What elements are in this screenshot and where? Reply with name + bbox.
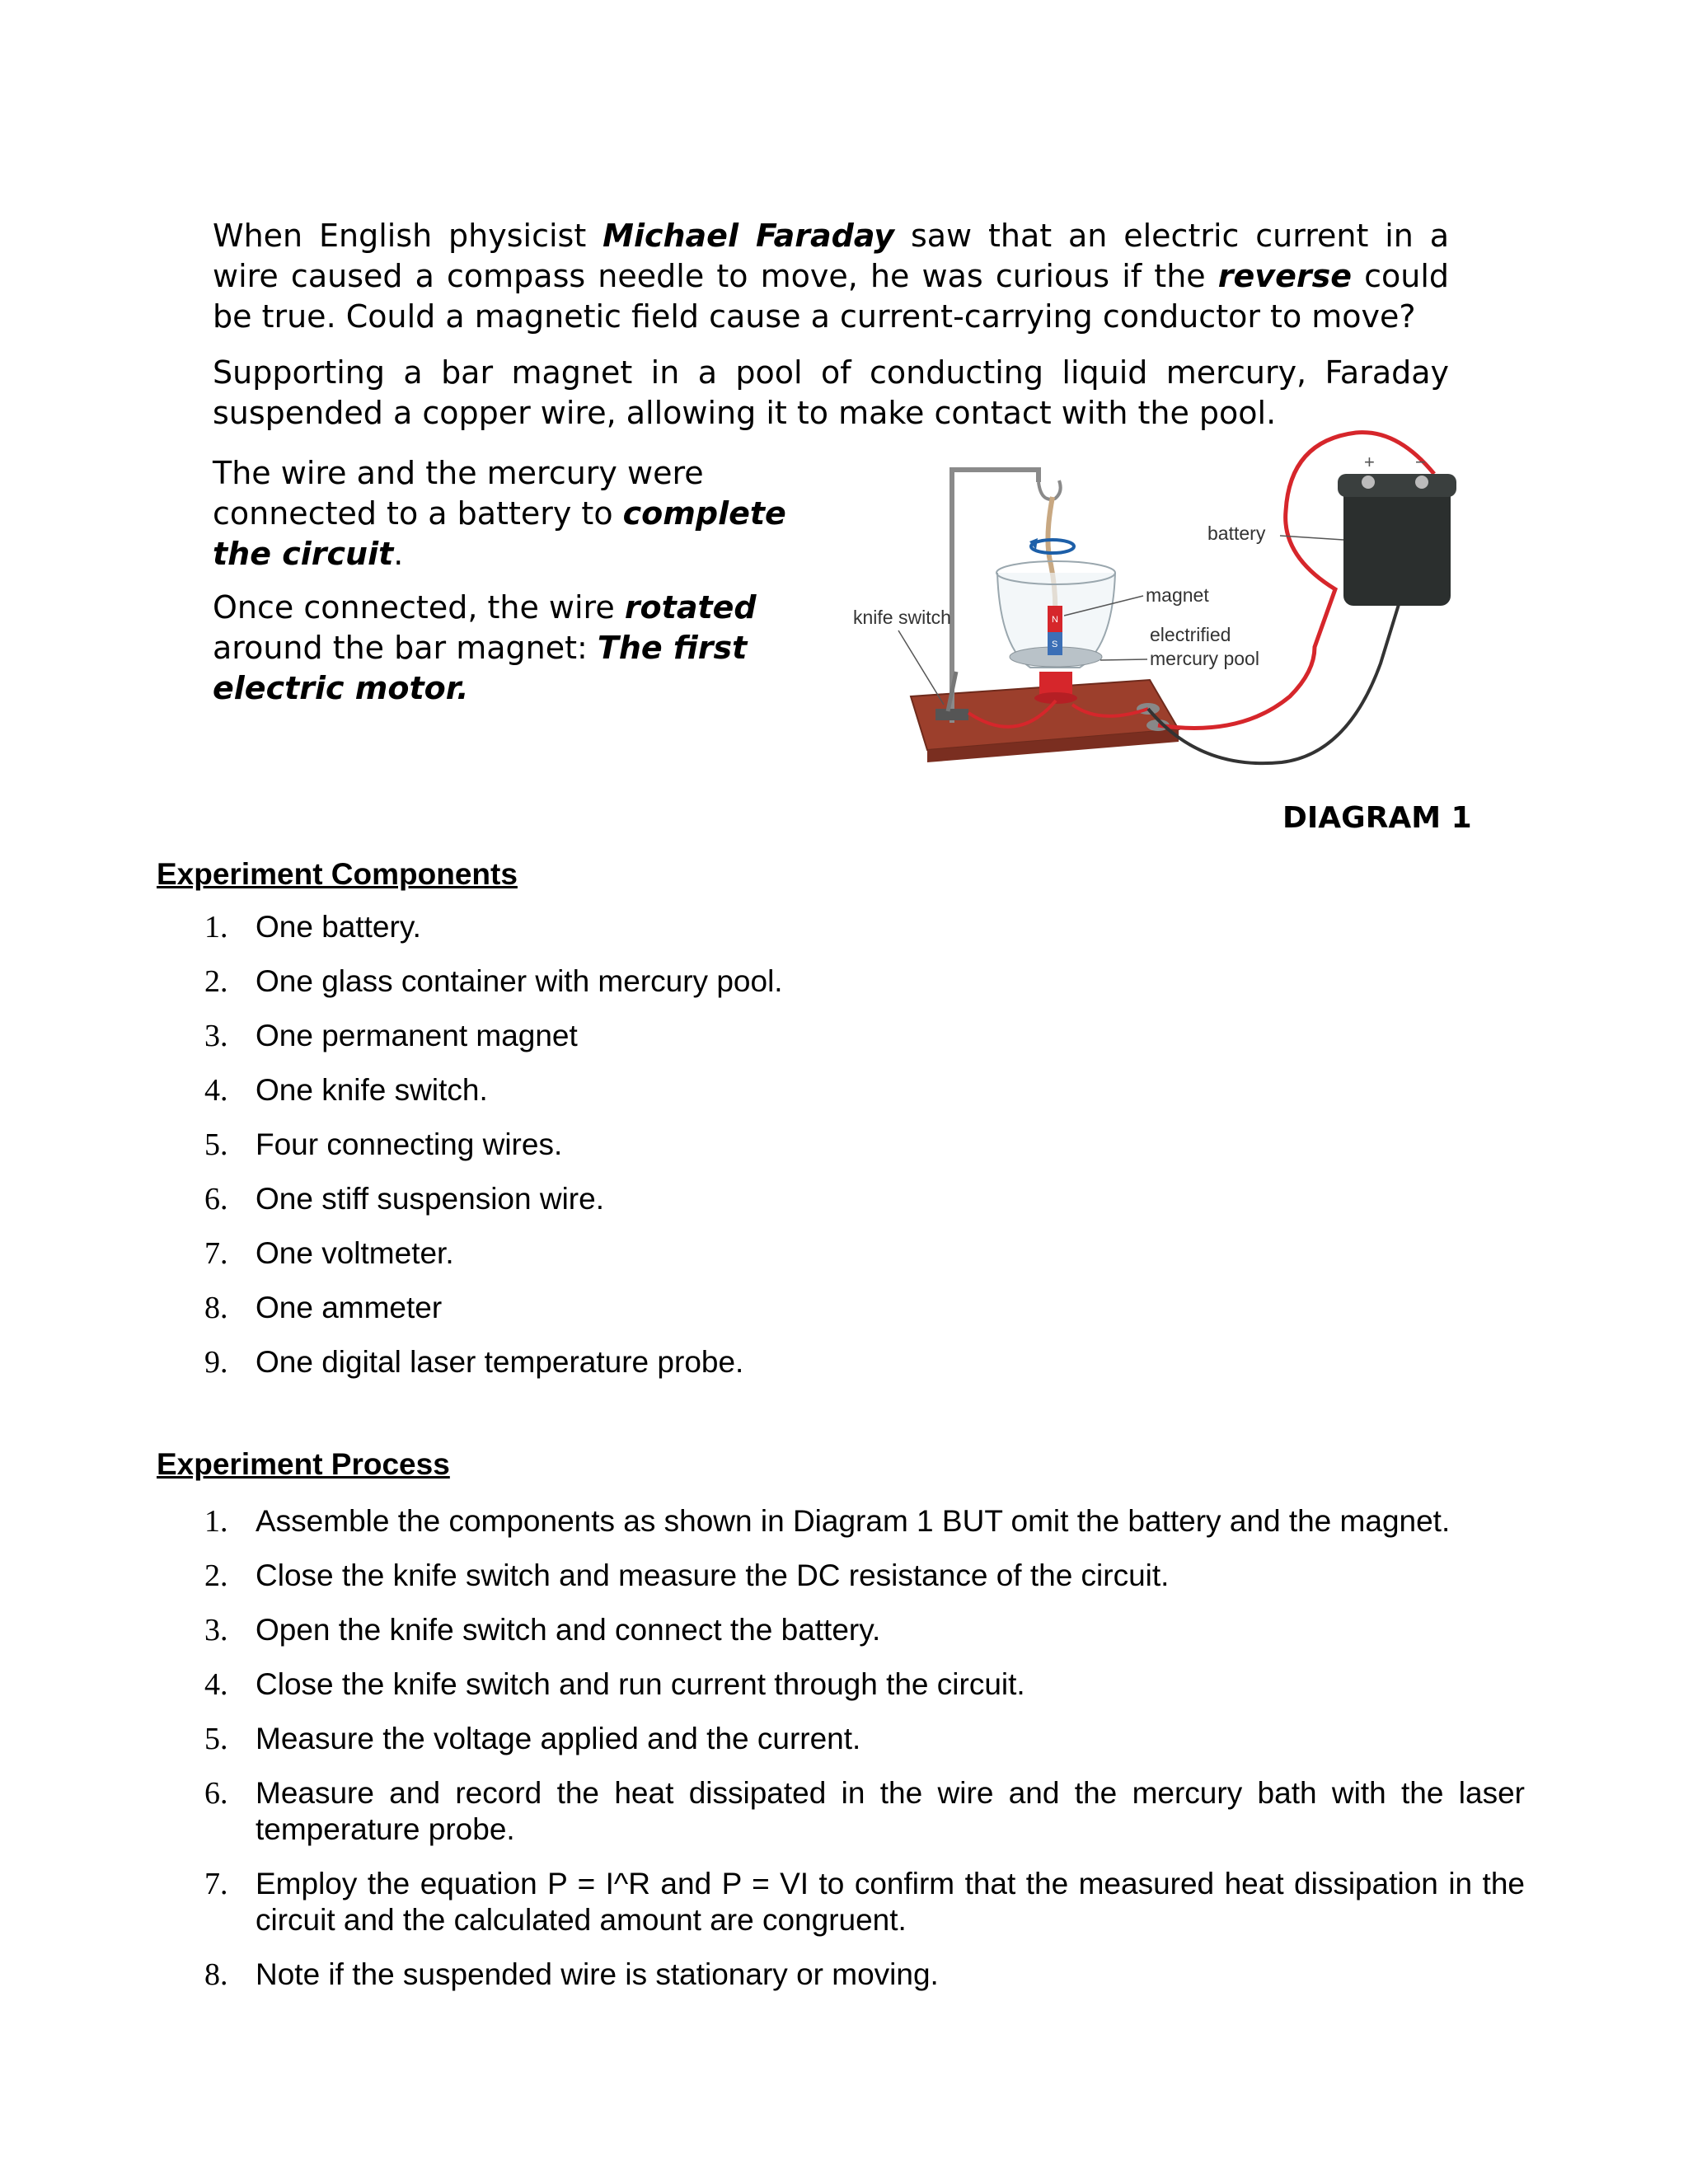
battery-terminal-negative bbox=[1415, 476, 1428, 489]
intro-paragraph-3 bbox=[213, 453, 856, 574]
knife-switch-label: knife switch bbox=[853, 607, 951, 628]
list-item-text: Four connecting wires. bbox=[256, 1127, 563, 1161]
list-item: 5. Measure the voltage applied and the current. bbox=[0, 1721, 1525, 1757]
process-list bbox=[0, 1503, 1525, 2011]
mercury-pool-label-1: electrified bbox=[1150, 624, 1231, 645]
list-item: 6. Measure and record the heat dissipated in the wire and the mercury bath with the laser temperature probe. bbox=[204, 1776, 1525, 1846]
list-item-text: Measure the voltage applied and the current. bbox=[256, 1722, 861, 1755]
components-heading: Experiment Components bbox=[157, 857, 518, 891]
intro-text: Once connected, the wire bbox=[213, 589, 625, 626]
battery-terminal-positive bbox=[1362, 476, 1375, 489]
intro-text: Supporting a bar magnet in a pool of conducting liquid mercury, Faraday suspended a copper wire, allowing it to make contact with the pool. bbox=[213, 354, 1449, 431]
battery-body bbox=[1343, 482, 1451, 606]
battery-minus-label: − bbox=[1415, 452, 1426, 472]
list-item: 2. One glass container with mercury pool. bbox=[204, 964, 783, 999]
list-item-text: One glass container with mercury pool. bbox=[256, 964, 783, 998]
list-item: 2. Close the knife switch and measure the DC resistance of the circuit. bbox=[0, 1558, 1525, 1594]
faraday-motor-diagram bbox=[853, 400, 1479, 795]
mercury-pool-leader bbox=[1100, 659, 1147, 660]
list-item-text: Employ the equation P = I^R and P = VI to confirm that the measured heat dissipation in the circuit and the calculated amount are congruent. bbox=[256, 1867, 1525, 1937]
intro-text: . bbox=[393, 536, 404, 572]
intro-text: around the bar magnet: bbox=[213, 630, 598, 666]
list-item-text: Measure and record the heat dissipated in the wire and the mercury bath with the laser temperature probe. bbox=[256, 1776, 1525, 1846]
list-item: 1. One battery. bbox=[204, 910, 421, 944]
list-item-text: Close the knife switch and measure the DC resistance of the circuit. bbox=[256, 1558, 1170, 1592]
magnet-label: magnet bbox=[1146, 584, 1209, 606]
knife-switch-leader bbox=[898, 630, 944, 705]
rotation-arrow-icon bbox=[1031, 540, 1074, 553]
list-item-text: One digital laser temperature probe. bbox=[256, 1345, 744, 1379]
list-item-text: One voltmeter. bbox=[256, 1236, 454, 1270]
list-item-text: One stiff suspension wire. bbox=[256, 1182, 604, 1216]
process-heading: Experiment Process bbox=[157, 1447, 450, 1481]
intro-text: The wire and the mercury were connected to a battery to bbox=[213, 455, 704, 532]
list-item: 4. Close the knife switch and run current through the circuit. bbox=[0, 1666, 1525, 1703]
list-item-text: Note if the suspended wire is stationary or moving. bbox=[256, 1957, 939, 1991]
list-item: 8. Note if the suspended wire is stationary or moving. bbox=[0, 1957, 1525, 1993]
intro-text: could be true. Could a magnetic field cause a current-carrying conductor to move? bbox=[213, 258, 1449, 335]
list-item: 5. Four connecting wires. bbox=[204, 1127, 563, 1162]
diagram-caption: DIAGRAM 1 bbox=[1282, 801, 1472, 835]
list-item: 7. Employ the equation P = I^R and P = VI to confirm that the measured heat dissipation in the circuit and the calculated amount are congruent. bbox=[204, 1867, 1525, 1937]
list-item-text: One ammeter bbox=[256, 1291, 443, 1324]
list-item: 4. One knife switch. bbox=[204, 1073, 488, 1108]
intro-paragraph-1 bbox=[213, 216, 1449, 337]
magnet-south-label: S bbox=[1052, 640, 1058, 649]
intro-paragraph-4 bbox=[213, 588, 856, 709]
list-item: 3. Open the knife switch and connect the battery. bbox=[0, 1612, 1525, 1648]
list-item: 9. One digital laser temperature probe. bbox=[204, 1345, 744, 1380]
list-item: 3. One permanent magnet bbox=[204, 1019, 578, 1053]
knife-switch-base bbox=[935, 709, 968, 720]
intro-text: saw that an electric current in a wire caused a compass needle to move, he was curious if the bbox=[213, 218, 1450, 294]
list-item-text: One permanent magnet bbox=[256, 1019, 578, 1052]
first-motor-emphasis: The first electric motor. bbox=[213, 630, 748, 706]
list-item: 6. One stiff suspension wire. bbox=[204, 1182, 604, 1216]
list-item-text: One battery. bbox=[256, 910, 421, 944]
complete-circuit-emphasis: complete the circuit bbox=[213, 495, 786, 572]
rotated-emphasis: rotated bbox=[624, 589, 757, 626]
hook bbox=[1039, 480, 1061, 499]
list-item-text: Close the knife switch and run current through the circuit. bbox=[256, 1667, 1025, 1701]
list-item-text: Open the knife switch and connect the battery. bbox=[256, 1613, 881, 1647]
list-item-text: One knife switch. bbox=[256, 1073, 488, 1107]
magnet-north-label: N bbox=[1052, 615, 1058, 625]
list-item: 1. Assemble the components as shown in Diagram 1 BUT omit the battery and the magnet. bbox=[0, 1503, 1525, 1540]
mercury-pool-label-2: mercury pool bbox=[1150, 648, 1259, 669]
battery-label: battery bbox=[1207, 523, 1266, 544]
reverse-emphasis: reverse bbox=[1217, 258, 1352, 294]
faraday-name: Michael Faraday bbox=[603, 218, 895, 254]
list-item: 7. One voltmeter. bbox=[204, 1236, 454, 1271]
components-list bbox=[0, 909, 1525, 1399]
intro-text: When English physicist bbox=[213, 218, 603, 254]
list-item: 8. One ammeter bbox=[204, 1291, 443, 1325]
battery-plus-label: + bbox=[1364, 452, 1375, 472]
battery-top bbox=[1338, 474, 1456, 497]
list-item-text: Assemble the components as shown in Diagram 1 BUT omit the battery and the magnet. bbox=[256, 1504, 1451, 1538]
